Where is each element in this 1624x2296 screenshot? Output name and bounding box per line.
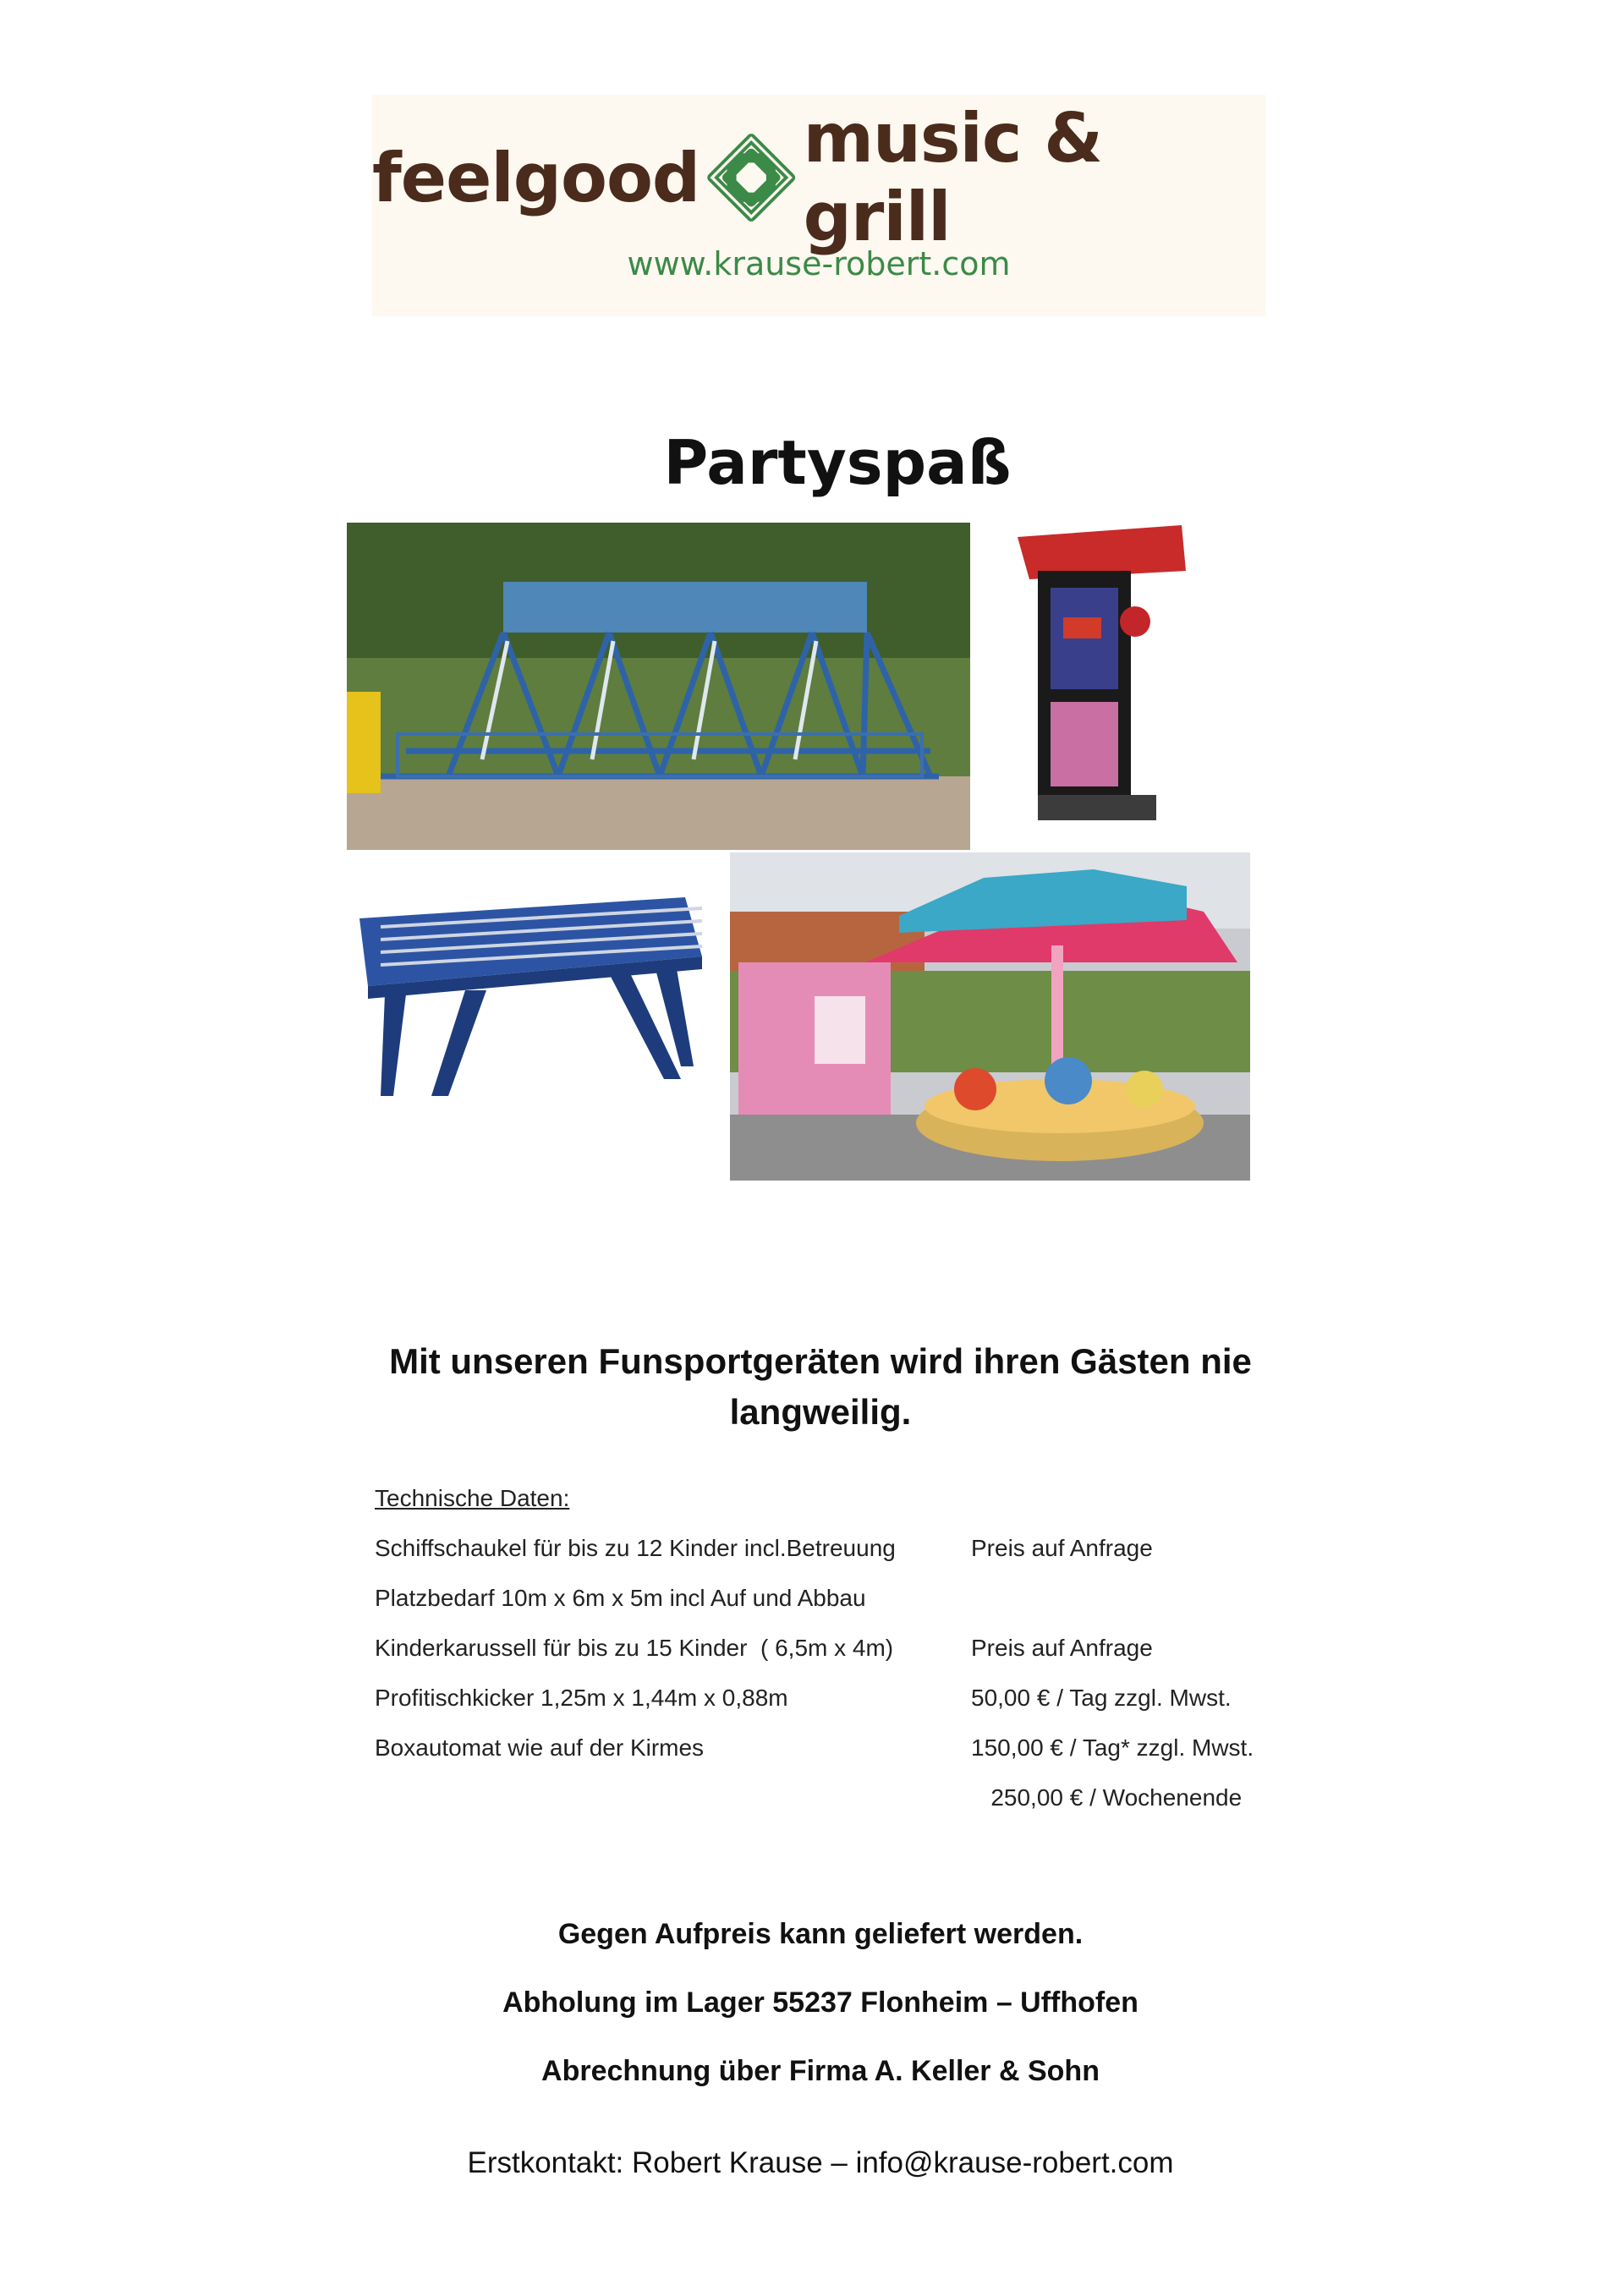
spec-row	[375, 1784, 1280, 1822]
ship-swing-photo	[347, 523, 970, 850]
boxing-machine-photo	[1012, 520, 1194, 826]
spec-row	[375, 1585, 1280, 1622]
brand-left-text: feelgood	[372, 138, 700, 217]
spec-item: Kinderkarussell für bis zu 15 Kinder ( 6,5m x 4m)	[375, 1635, 894, 1661]
spec-price: 150,00 € / Tag* zzgl. Mwst.	[971, 1734, 1254, 1761]
celtic-knot-icon	[705, 130, 798, 225]
foosball-table-photo	[347, 876, 710, 1104]
kids-carousel-photo	[730, 852, 1250, 1181]
website-url[interactable]: www.krause-robert.com	[627, 245, 1011, 282]
spec-row	[375, 1734, 1280, 1772]
spec-row	[375, 1685, 1280, 1722]
spec-price: 250,00 € / Wochenende	[971, 1784, 1243, 1811]
spec-item: Schiffschaukel für bis zu 12 Kinder incl.Betreuung	[375, 1535, 896, 1561]
pickup-note: Abholung im Lager 55237 Flonheim – Uffhofen	[502, 1986, 1138, 2019]
logo-wordmark	[372, 99, 1265, 256]
billing-note: Abrechnung über Firma A. Keller & Sohn	[541, 2055, 1100, 2087]
spec-item: Profitischkicker 1,25m x 1,44m x 0,88m	[375, 1685, 788, 1711]
spec-price: Preis auf Anfrage	[971, 1535, 1153, 1561]
spec-row	[375, 1635, 1280, 1672]
brand-right-text: music & grill	[803, 99, 1102, 256]
spec-item: Boxautomat wie auf der Kirmes	[375, 1734, 705, 1761]
spec-price: 50,00 € / Tag zzgl. Mwst.	[971, 1685, 1232, 1711]
tagline: Mit unseren Funsportgeräten wird ihren Gästen nie langweilig.	[389, 1341, 1252, 1432]
logo-banner	[372, 95, 1265, 316]
delivery-note: Gegen Aufpreis kann geliefert werden.	[557, 1918, 1084, 1950]
contact-line: Erstkontakt: Robert Krause – info@krause-robert.com	[467, 2146, 1174, 2179]
spec-row	[375, 1535, 1280, 1572]
spec-price: Preis auf Anfrage	[971, 1635, 1153, 1661]
specs-title: Technische Daten:	[375, 1485, 570, 1511]
spec-item: Platzbedarf 10m x 6m x 5m incl Auf und Abbau	[375, 1585, 866, 1611]
page-title: Partyspaß	[663, 427, 1012, 498]
